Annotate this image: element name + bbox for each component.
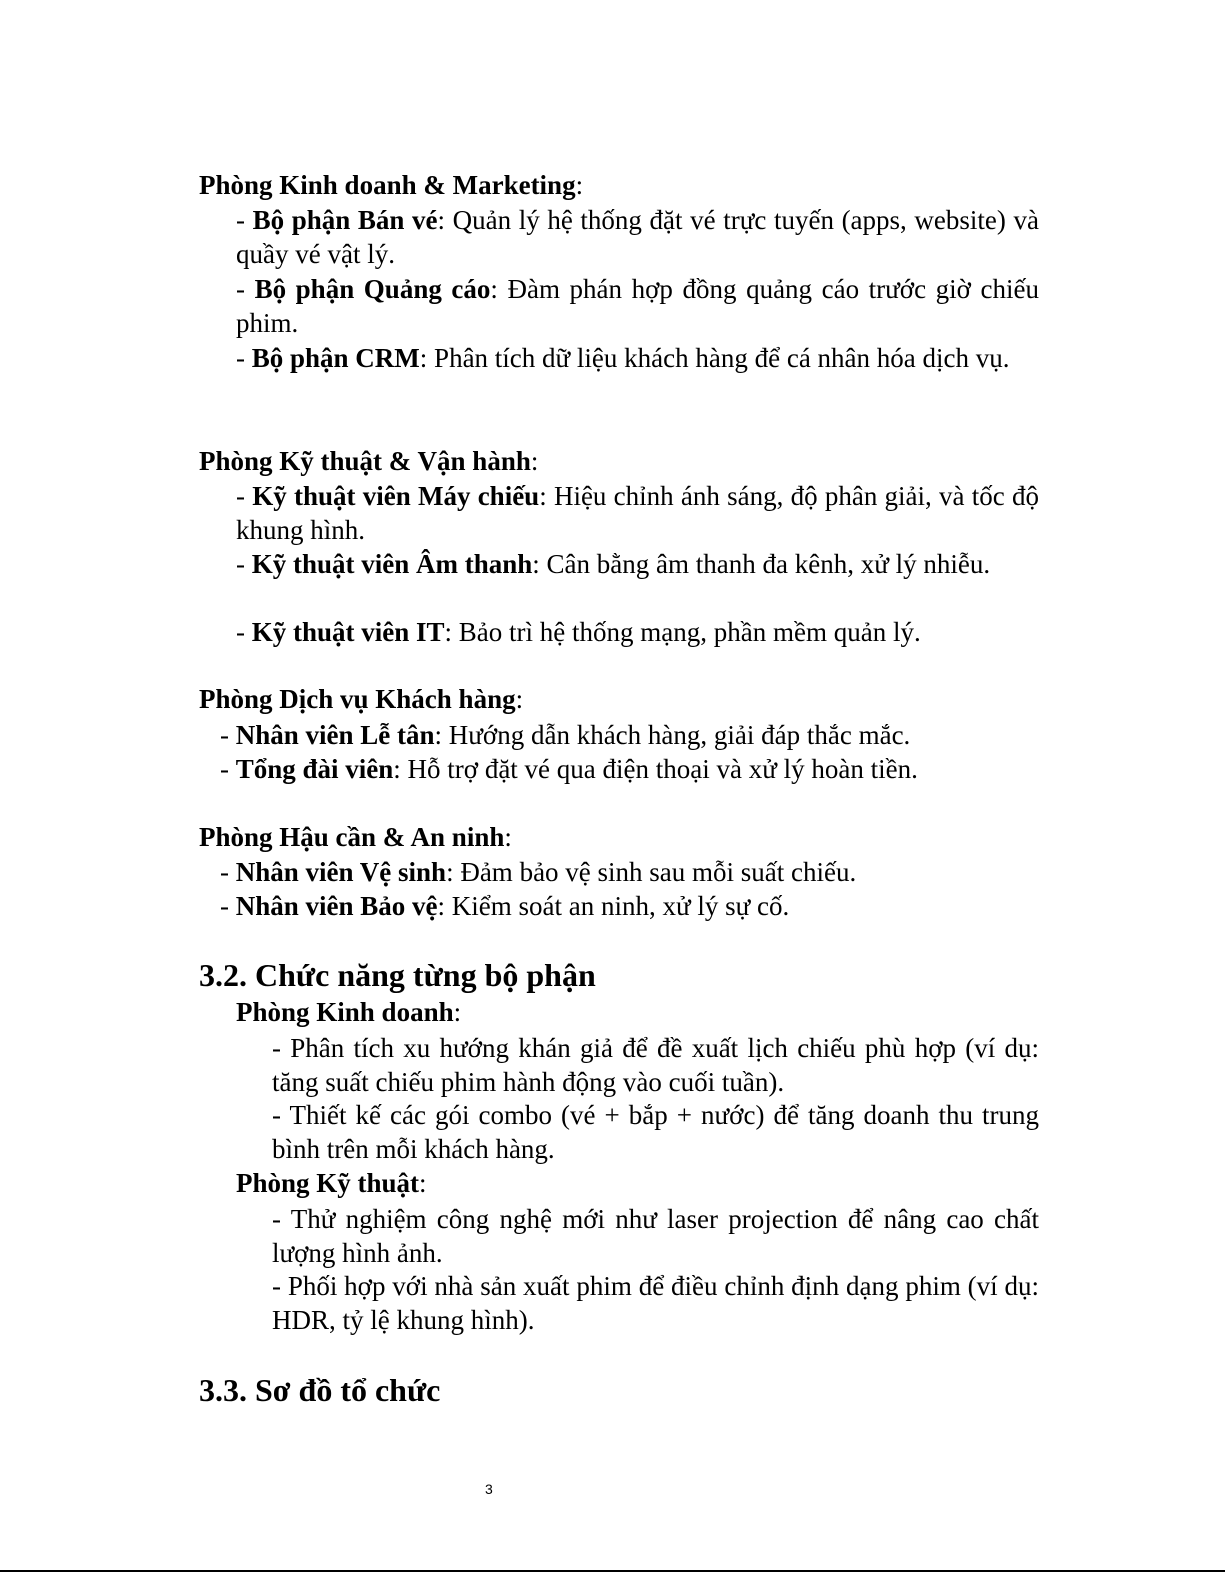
function-item: - Phối hợp với nhà sản xuất phim để điều chỉnh định dạng phim (ví dụ: HDR, tỷ lệ khung hình). bbox=[272, 1271, 1039, 1335]
heading-3-3: 3.3. Sơ đồ tổ chức bbox=[199, 1372, 441, 1408]
function-item: - Phân tích xu hướng khán giả để đề xuất lịch chiếu phù hợp (ví dụ: tăng suất chiếu phim hành động vào cuối tuần). bbox=[272, 1033, 1039, 1097]
heading-3-2: 3.2. Chức năng từng bộ phận bbox=[199, 957, 596, 993]
list-item: - Bộ phận Bán vé: Quản lý hệ thống đặt vé trực tuyến (apps, website) và quầy vé vật lý. bbox=[236, 205, 1039, 269]
list-item: - Kỹ thuật viên Máy chiếu: Hiệu chỉnh ánh sáng, độ phân giải, và tốc độ khung hình. bbox=[236, 481, 1039, 545]
function-item: - Thiết kế các gói combo (vé + bắp + nước) để tăng doanh thu trung bình trên mỗi khách hàng. bbox=[272, 1100, 1039, 1164]
function-item: - Thử nghiệm công nghệ mới như laser projection để nâng cao chất lượng hình ảnh. bbox=[272, 1204, 1039, 1268]
section-title-sales-marketing: Phòng Kinh doanh & Marketing: bbox=[199, 170, 584, 200]
section-title-engineering-operations: Phòng Kỹ thuật & Vận hành: bbox=[199, 446, 539, 476]
section-title-logistics-security: Phòng Hậu cần & An ninh: bbox=[199, 822, 512, 852]
list-item: - Nhân viên Bảo vệ: Kiểm soát an ninh, xử lý sự cố. bbox=[220, 891, 790, 921]
page-number: 3 bbox=[485, 1481, 493, 1497]
function-title-sales: Phòng Kinh doanh: bbox=[236, 997, 462, 1027]
list-item: - Bộ phận CRM: Phân tích dữ liệu khách hàng để cá nhân hóa dịch vụ. bbox=[236, 343, 1010, 373]
list-item: - Nhân viên Lễ tân: Hướng dẫn khách hàng, giải đáp thắc mắc. bbox=[220, 720, 911, 750]
list-item: - Bộ phận Quảng cáo: Đàm phán hợp đồng quảng cáo trước giờ chiếu phim. bbox=[236, 274, 1039, 338]
section-title-customer-service: Phòng Dịch vụ Khách hàng: bbox=[199, 684, 524, 714]
list-item: - Nhân viên Vệ sinh: Đảm bảo vệ sinh sau mỗi suất chiếu. bbox=[220, 857, 857, 887]
list-item: - Tổng đài viên: Hỗ trợ đặt vé qua điện thoại và xử lý hoàn tiền. bbox=[220, 754, 918, 784]
page-bottom-divider bbox=[0, 1570, 1225, 1572]
list-item: - Kỹ thuật viên IT: Bảo trì hệ thống mạng, phần mềm quản lý. bbox=[236, 617, 921, 647]
list-item: - Kỹ thuật viên Âm thanh: Cân bằng âm thanh đa kênh, xử lý nhiễu. bbox=[236, 549, 991, 579]
function-title-engineering: Phòng Kỹ thuật: bbox=[236, 1168, 427, 1198]
